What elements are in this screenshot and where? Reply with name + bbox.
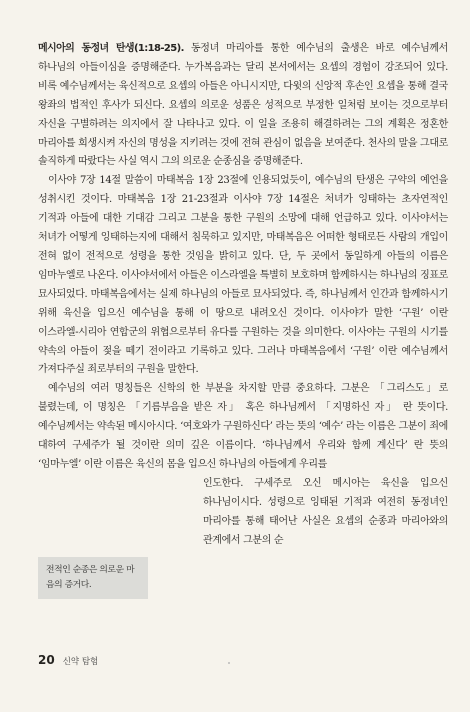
page-footer bbox=[38, 653, 98, 667]
body-text bbox=[38, 40, 448, 550]
paragraph-text: 동정녀 마리아를 통한 예수님의 출생은 바로 예수님께서 하나님의 아들이심을 증명해준다. 누가복음과는 달리 본서에서는 요셉의 경험이 강조되어 있다. 비록 예수님께서는 육신적으로 요셉의 아들은 아니시지만, 다윗의 신앙적 후손인 요셉을 통해 결국 왕좌의 법적인 후사가 되신다. 요셉의 의로운 성품은 성적으로 부정한 일처럼 보이는 것으로부터 자신을 구별하려는 의지에서 잘 나타나고 있다. 이 일을 조용히 해결하려는 그의 계획은 정혼한 마리아를 희생시켜 자신의 명성을 지키려는 것에 전혀 관심이 없음을 보여준다. 천사의 말을 그대로 솔직하게 따랐다는 사실 역시 그의 의로운 순종심을 증명해준다. bbox=[38, 43, 448, 168]
sidebar-note: 전적인 순종은 의로운 마음의 증거다. bbox=[38, 557, 148, 599]
running-head: 신약 탐험 bbox=[62, 657, 99, 667]
paragraph-virgin-birth bbox=[38, 40, 448, 172]
decorative-dot bbox=[228, 662, 230, 664]
section-heading: 메시아의 동정녀 탄생(1:18-25). bbox=[38, 43, 184, 54]
paragraph-names: 예수님의 여러 명칭들은 신학의 한 부분을 차지할 만큼 중요하다. 그분은 「그리스도」로 불렸는데, 이 명칭은 「기름부음을 받은 자」 혹은 하나님께서 「지명하신 자」 란 뜻이다. 예수님께서는 약속된 메시아시다. ‘여호와가 구원하신다’ 라는 뜻의 ‘예수’ 라는 이름은 그분이 죄에 대하여 구세주가 될 것이란 의미 깊은 이름이다. ‘하나님께서 우리와 함께 계신다’ 란 뜻의 ‘임마누엘’ 이란 이름은 육신의 몸을 입으신 하나님의 아들에게 우리를 bbox=[38, 383, 448, 470]
page-number: 20 bbox=[38, 653, 55, 667]
paragraph-continued: 인도한다. 구세주로 오신 메시아는 육신을 입으신 하나님이시다. 성령으로 잉태된 기적과 여전히 동정녀인 마리아를 통해 태어난 사실은 요셉의 순종과 마리아와의 관계에서 그분의 순 bbox=[203, 477, 448, 546]
paragraph-prophecy: 이사야 7장 14절 말씀이 마태복음 1장 23절에 인용되었듯이, 예수님의 탄생은 구약의 예언을 성취시킨 것이다. 마태복음 1장 21-23절과 이사야 7장 14절은 처녀가 잉태하는 초자연적인 기적과 아들에 대한 기대감 그리고 그분을 통한 구원의 소망에 대해 언급하고 있다. 이사야서는 처녀가 어떻게 잉태하는지에 대해서 침묵하고 있지만, 마태복음은 어떠한 형태로든 사람의 개입이 전혀 없이 전적으로 성령을 통한 것임을 밝히고 있다. 단, 두 곳에서 동일하게 아들의 이름은 임마누엘로 나온다. 이사야서에서 아들은 이스라엘을 특별히 보호하며 함께하시는 하나님의 징표로 묘사되었다. 마태복음에서는 실제 하나님의 아들로 묘사되었다. 즉, 하나님께서 인간과 함께하시기 위해 육신을 입으신 예수님을 통해 이 땅으로 내려오신 것이다. 이사야가 말한 ‘구원’ 이란 이스라엘-시리아 연합군의 위협으로부터 유다를 구원하는 것을 의미한다. 이사야는 구원의 시기를 약속의 아들이 젖을 떼기 전이라고 기록하고 있다. 그러나 마태복음에서 ‘구원’ 이란 예수님께서 가져다주실 죄로부터의 구원을 말한다. bbox=[38, 175, 448, 376]
